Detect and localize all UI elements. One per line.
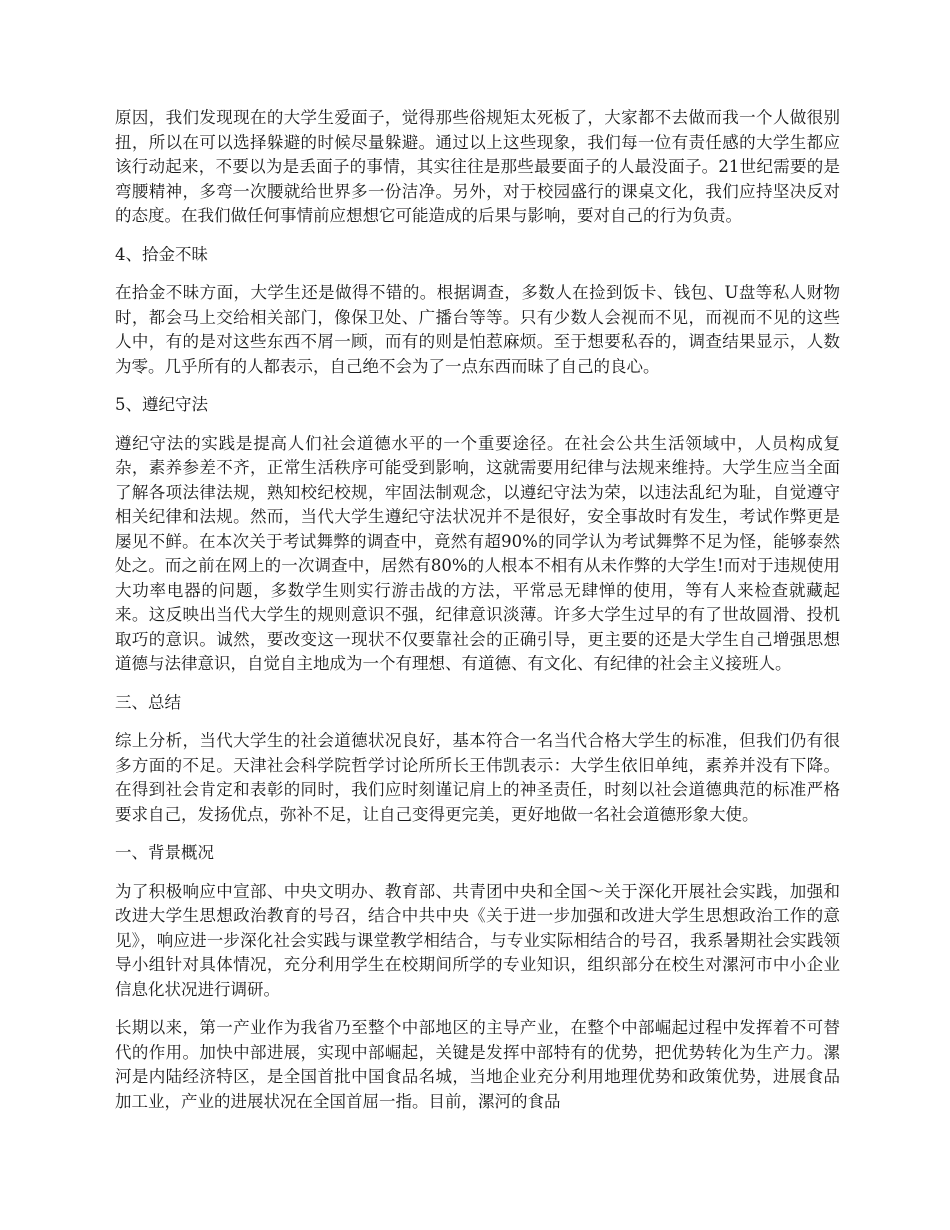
paragraph-honesty: 在拾金不昧方面，大学生还是做得不错的。根据调查，多数人在捡到饭卡、钱包、U盘等私人财物时，都会马上交给相关部门，像保卫处、广播台等等。只有少数人会视而不见，而视而不见的这些人中，有的是对这些东西不屑一顾，而有的则是怕惹麻烦。至于想要私吞的，调查结果显示，人数为零。几乎所有的人都表示，自己绝不会为了一点东西而昧了自己的良心。 (115, 283, 840, 376)
heading-summary: 三、总结 (115, 692, 181, 712)
heading-law-abiding: 5、遵纪守法 (115, 395, 208, 414)
heading-background: 一、背景概况 (115, 843, 214, 862)
paragraph-background: 为了积极响应中宣部、中央文明办、教育部、共青团中央和全国～关于深化开展社会实践，加强和改进大学生思想政治教育的号召，结合中共中央《关于进一步加强和改进大学生思想政治工作的意见》，响应进一步深化社会实践与课堂教学相结合，与专业实际相结合的号召，我系暑期社会实践领导小组针对具体情况，充分利用学生在校期间所学的专业知识，组织部分在校生对漯河市中小企业信息化状况进行调研。 (115, 881, 840, 999)
document-page (115, 106, 840, 1128)
paragraph-law-abiding: 遵纪守法的实践是提高人们社会道德水平的一个重要途径。在社会公共生活领域中，人员构成复杂，素养参差不齐，正常生活秩序可能受到影响，这就需要用纪律与法规来维持。大学生应当全面了解各项法律法规，熟知校纪校规，牢固法制观念，以遵纪守法为荣，以违法乱纪为耻，自觉遵守相关纪律和法规。然而，当代大学生遵纪守法状况并不是很好，安全事故时有发生，考试作弊更是屡见不鲜。在本次关于考试舞弊的调查中，竟然有超90%的同学认为考试舞弊不足为怪，能够泰然处之。而之前在网上的一次调查中，居然有80%的人根本不相有从未作弊的大学生!而对于违规使用大功率电器的问题，多数学生则实行游击战的方法，平常忌无肆惮的使用，等有人来检查就藏起来。这反映出当代大学生的规则意识不强，纪律意识淡薄。许多大学生过早的有了世故圆滑、投机取巧的意识。诚然，要改变这一现状不仅要靠社会的正确引导，更主要的还是大学生自己增强思想道德与法律意识，自觉自主地成为一个有理想、有道德、有文化、有纪律的社会主义接班人。 (115, 433, 840, 673)
heading-honesty: 4、拾金不昧 (115, 244, 208, 264)
paragraph-face-saving: 原因，我们发现现在的大学生爱面子，觉得那些俗规矩太死板了，大家都不去做而我一个人做很别扭，所以在可以选择躲避的时候尽量躲避。通过以上这些现象，我们每一位有责任感的大学生都应该行动起来，不要以为是丢面子的事情，其实往往是那些最要面子的人最没面子。21世纪需要的是弯腰精神，多弯一次腰就给世界多一份洁净。另外，对于校园盛行的课桌文化，我们应持坚决反对的态度。在我们做任何事情前应想想它可能造成的后果与影响，要对自己的行为负责。 (115, 108, 840, 225)
paragraph-industry: 长期以来，第一产业作为我省乃至整个中部地区的主导产业，在整个中部崛起过程中发挥着不可替代的作用。加快中部进展，实现中部崛起，关键是发挥中部特有的优势，把优势转化为生产力。漯河是内陆经济特区，是全国首批中国食品名城，当地企业充分利用地理优势和政策优势，进展食品加工业，产业的进展状况在全国首屈一指。目前，漯河的食品 (115, 1018, 840, 1111)
paragraph-summary: 综上分析，当代大学生的社会道德状况良好，基本符合一名当代合格大学生的标准，但我们仍有很多方面的不足。天津社会科学院哲学讨论所所长王伟凯表示：大学生依旧单纯，素养并没有下降。在得到社会肯定和表彰的同时，我们应时刻谨记肩上的神圣责任，时刻以社会道德典范的标准严格要求自己，发扬优点，弥补不足，让自己变得更完美，更好地做一名社会道德形象大使。 (115, 731, 840, 824)
